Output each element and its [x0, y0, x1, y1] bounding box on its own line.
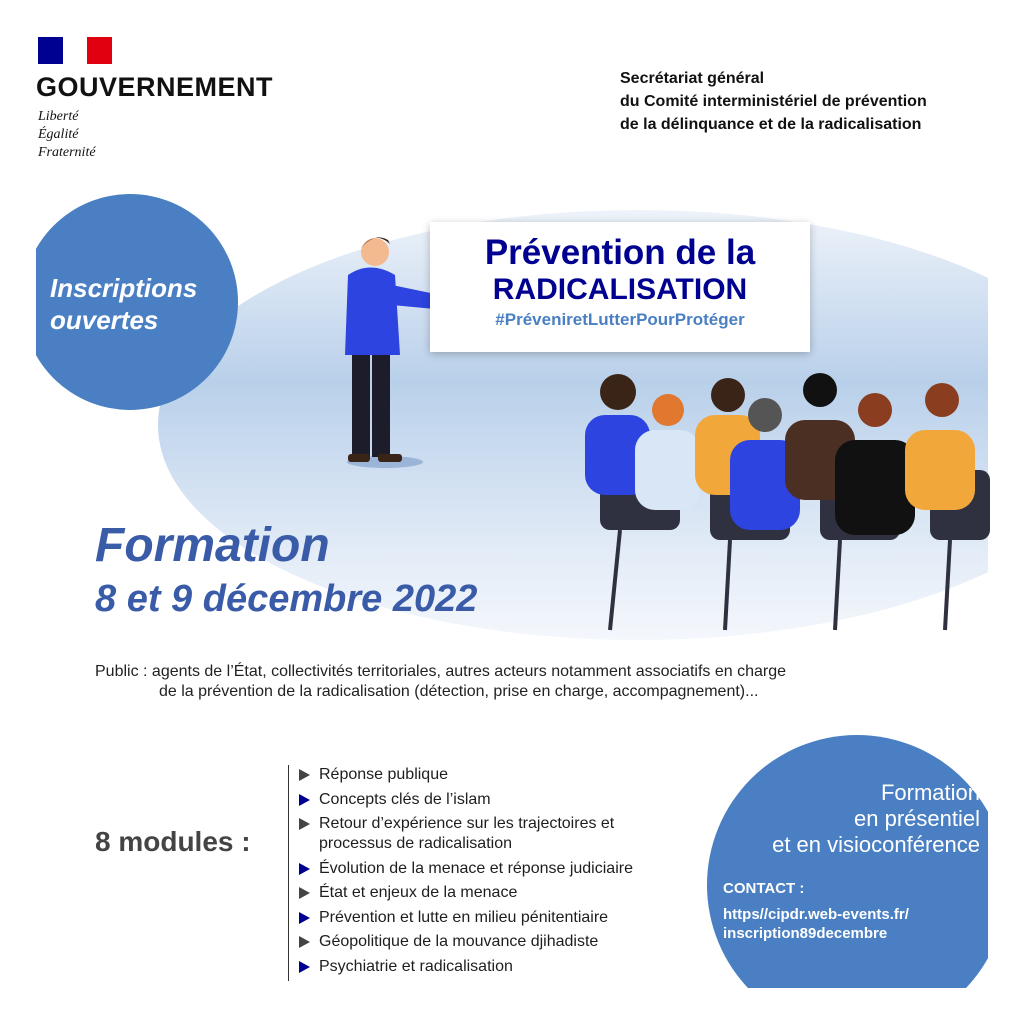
module-text: Prévention et lutte en milieu pénitentiaire	[319, 908, 609, 926]
triangle-bullet-icon	[299, 818, 310, 830]
url-line[interactable]: https//cipdr.web-events.fr/	[723, 906, 909, 923]
triangle-bullet-icon	[299, 961, 310, 973]
badge-line: ouvertes	[50, 305, 159, 335]
modules-list	[288, 765, 649, 981]
event-type: Formation	[95, 519, 330, 572]
registration-link[interactable]	[723, 905, 909, 943]
module-text: Concepts clés de l’islam	[319, 790, 491, 808]
format-line: en présentiel	[854, 806, 980, 831]
module-text: Psychiatrie et radicalisation	[319, 957, 513, 975]
module-item	[299, 790, 649, 810]
triangle-bullet-icon	[299, 863, 310, 875]
format-line: Formation	[880, 780, 980, 805]
badge-line: Inscriptions	[50, 273, 198, 303]
motto-egalite: Égalité	[38, 127, 79, 142]
org-line: du Comité interministériel de prévention	[620, 93, 927, 110]
triangle-bullet-icon	[299, 794, 310, 806]
module-item	[299, 814, 649, 854]
module-text: Géopolitique de la mouvance djihadiste	[319, 933, 599, 950]
format-info	[690, 780, 980, 858]
module-item	[299, 908, 649, 928]
module-item	[299, 765, 649, 785]
triangle-bullet-icon	[299, 887, 310, 899]
format-line: et en visioconférence	[772, 832, 980, 857]
audience-line: de la prévention de la radicalisation (détection, prise en charge, accompagnement)...	[159, 683, 759, 700]
registration-badge-text	[50, 272, 197, 336]
module-item	[299, 883, 649, 903]
triangle-bullet-icon	[299, 912, 310, 924]
audience-illustration	[585, 373, 990, 630]
org-line: Secrétariat général	[620, 70, 765, 87]
module-text: Réponse publique	[319, 766, 448, 783]
event-date: 8 et 9 décembre 2022	[95, 578, 478, 620]
module-text: Évolution de la menace et réponse judiciaire	[319, 859, 633, 877]
triangle-bullet-icon	[299, 769, 310, 781]
title-line2: RADICALISATION	[492, 273, 748, 306]
info-circle	[707, 735, 988, 988]
module-text: Retour d’expérience sur les trajectoires et processus de radicalisation	[319, 815, 615, 852]
module-item	[299, 957, 649, 977]
module-text: État et enjeux de la menace	[319, 884, 518, 901]
triangle-bullet-icon	[299, 936, 310, 948]
contact-label: CONTACT :	[723, 880, 805, 897]
title-box	[430, 222, 810, 352]
hashtag: #PréveniretLutterPourProtéger	[495, 310, 745, 329]
audience-line: Public : agents de l’État, collectivités territoriales, autres acteurs notamment associatifs en charge	[95, 663, 786, 680]
motto-fraternite: Fraternité	[38, 145, 96, 160]
url-line[interactable]: inscription89decembre	[723, 925, 888, 942]
org-line: de la délinquance et de la radicalisation	[620, 116, 922, 133]
target-audience	[95, 662, 786, 702]
motto-liberte: Liberté	[38, 109, 79, 124]
government-logo-text: GOUVERNEMENT	[36, 72, 274, 102]
title-line1: Prévention de la	[484, 233, 756, 272]
module-item	[299, 859, 649, 879]
modules-label: 8 modules :	[95, 826, 251, 857]
module-item	[299, 932, 649, 952]
